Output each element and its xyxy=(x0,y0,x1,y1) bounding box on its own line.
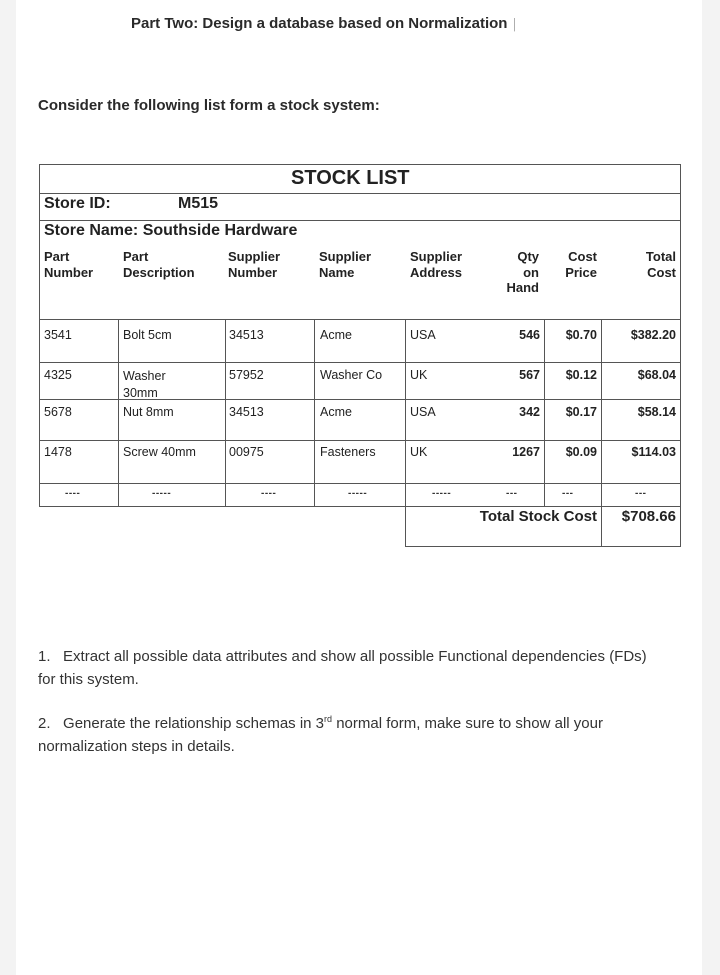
total-stock-cost-value: $708.66 xyxy=(621,508,676,525)
cell-qty: 342 xyxy=(519,405,540,419)
total-stock-cost-label: Total Stock Cost xyxy=(479,508,597,525)
cell-description: Washer 30mm xyxy=(123,369,166,400)
placeholder-dash: --- xyxy=(635,488,647,499)
cell-total-cost: $68.04 xyxy=(637,368,676,382)
cell-part-number: 4325 xyxy=(44,368,72,382)
cell-supplier-name: Acme xyxy=(320,405,352,419)
cell-description: Bolt 5cm xyxy=(123,328,172,342)
column-header-supplier-address: Supplier Address xyxy=(410,249,463,280)
column-header-supplier-name: Supplier Name xyxy=(319,249,372,280)
cell-supplier-number: 34513 xyxy=(229,328,264,342)
cell-qty: 546 xyxy=(519,328,540,342)
intro-text: Consider the following list form a stock system: xyxy=(38,97,380,114)
cell-supplier-number: 57952 xyxy=(229,368,264,382)
cell-description: Nut 8mm xyxy=(123,405,174,419)
cell-total-cost: $114.03 xyxy=(631,445,676,459)
cell-part-number: 1478 xyxy=(44,445,72,459)
cell-qty: 567 xyxy=(519,368,540,382)
cell-cost-price: $0.12 xyxy=(565,368,597,382)
cell-description: Screw 40mm xyxy=(123,445,196,459)
cell-cost-price: $0.09 xyxy=(565,445,597,459)
question-2: 2. Generate the relationship schemas in 3rd normal form, make sure to show all your normalization steps in details. xyxy=(38,714,603,755)
column-header-qty-on-hand: Qty on Hand xyxy=(506,249,539,295)
column-header-cost-price: Cost Price xyxy=(565,249,597,280)
cell-supplier-address: USA xyxy=(410,405,436,419)
stock-list-title: STOCK LIST xyxy=(291,167,410,189)
placeholder-dash: ---- xyxy=(261,488,277,499)
cell-total-cost: $382.20 xyxy=(630,328,676,342)
cell-supplier-address: UK xyxy=(410,368,428,382)
mark-icon: │ xyxy=(511,19,519,31)
question-1: 1. Extract all possible data attributes and show all possible Functional dependencies (FDs) for this system. xyxy=(38,648,647,688)
section-heading: Part Two: Design a database based on Normalization │ xyxy=(131,15,519,32)
cell-supplier-number: 00975 xyxy=(229,445,264,459)
cell-part-number: 5678 xyxy=(44,405,72,419)
placeholder-dash: ---- xyxy=(65,488,81,499)
column-header-supplier-number: Supplier Number xyxy=(228,249,281,280)
cell-supplier-address: UK xyxy=(410,445,428,459)
stock-list-table xyxy=(39,164,681,547)
cell-supplier-name: Acme xyxy=(320,328,352,342)
cell-supplier-address: USA xyxy=(410,328,436,342)
placeholder-dash: ----- xyxy=(348,488,368,499)
placeholder-dash: --- xyxy=(506,488,518,499)
store-id-label: Store ID: xyxy=(44,195,111,212)
cell-supplier-number: 34513 xyxy=(229,405,264,419)
column-header-part-description: Part Description xyxy=(123,249,195,280)
cell-cost-price: $0.70 xyxy=(565,328,597,342)
cell-qty: 1267 xyxy=(512,445,540,459)
placeholder-dash: ----- xyxy=(152,488,172,499)
column-header-total-cost: Total Cost xyxy=(645,249,676,280)
cell-supplier-name: Fasteners xyxy=(320,445,376,459)
cell-cost-price: $0.17 xyxy=(565,405,597,419)
store-id-value: M515 xyxy=(178,195,219,212)
placeholder-dash: --- xyxy=(562,488,574,499)
column-header-part-number: Part Number xyxy=(44,249,94,280)
cell-supplier-name: Washer Co xyxy=(320,368,383,382)
cell-part-number: 3541 xyxy=(44,328,72,342)
store-name: Store Name: Southside Hardware xyxy=(44,222,298,239)
cell-total-cost: $58.14 xyxy=(637,405,676,419)
placeholder-dash: ----- xyxy=(432,488,452,499)
